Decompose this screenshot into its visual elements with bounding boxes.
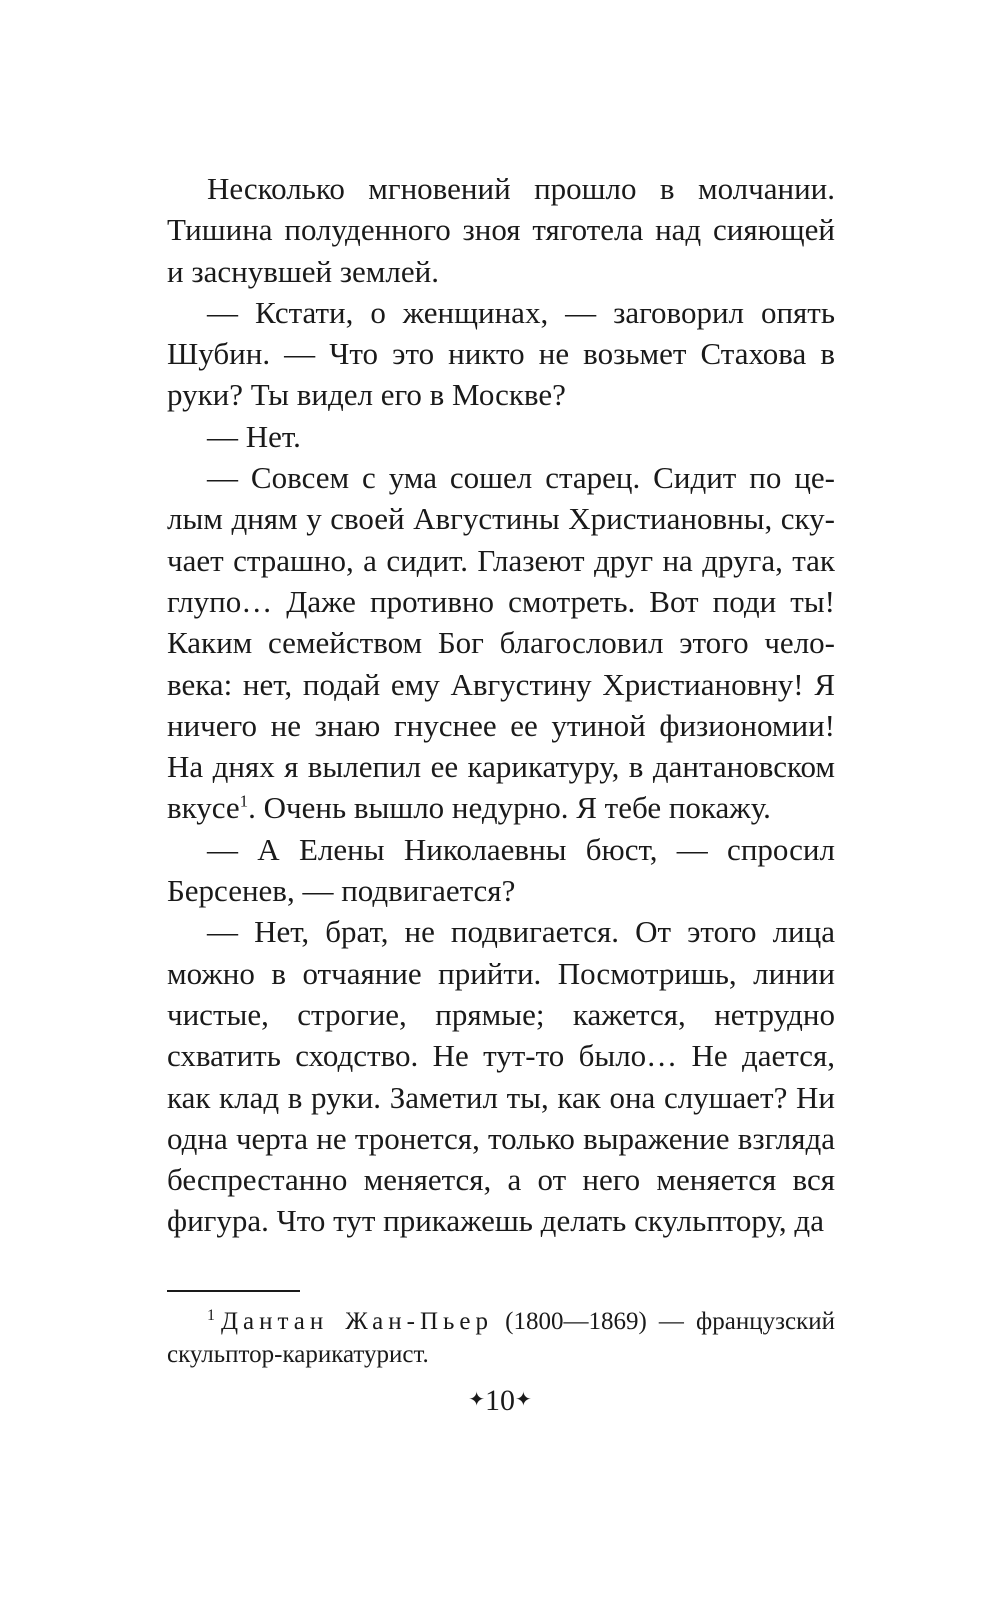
page-body bbox=[167, 168, 835, 1242]
footnote-number: 1 bbox=[207, 1306, 215, 1324]
star-ornament-icon: ✦ bbox=[515, 1389, 532, 1412]
paragraph: — Нет, брат, не подвигается. От этого лица можно в отчаяние прийти. Посмотришь, линии чистые, строгие, прямые; кажется, нетрудно схватить сходство. Не тут-то было… Не дается, как клад в руки. Заметил ты, как она слушает? Ни одна черта не тронется, только выражение взгляда беспрестанно меняется, а от него меняется вся фигура. Что тут прикажешь делать скульптору, да bbox=[167, 914, 835, 1239]
paragraph-text-tail: . Очень вышло недурно. Я тебе покажу. bbox=[248, 790, 771, 826]
paragraph-with-footnote bbox=[167, 457, 835, 829]
footnote-name: Дантан Жан-Пьер bbox=[221, 1308, 493, 1335]
body-text bbox=[167, 168, 835, 1242]
footnote bbox=[167, 1305, 835, 1371]
paragraph: — Кстати, о женщинах, — заговорил опять Шубин. — Что это никто не возьмет Стахова в руки? Ты видел его в Москве? bbox=[167, 294, 835, 413]
paragraph: — Нет. bbox=[207, 418, 301, 454]
paragraph: — А Елены Николаевны бюст, — спросил Берсенев, — подвигается? bbox=[167, 831, 835, 909]
footnote-reference: 1 bbox=[239, 792, 249, 812]
page-number-value: 10 bbox=[485, 1384, 515, 1417]
paragraph-text: — Совсем с ума сошел старец. Сидит по целым дням у своей Августины Христиановны, скучает страшно, а сидит. Глазеют друг на друга, так глупо… Даже противно смотреть. Вот поди ты! Каким семейством Бог благословил этого человека: нет, подай ему Августину Христиановну! Я ничего не знаю гнуснее ее утиной физиономии! На днях я вылепил ее карикатуру, в дантановском вкусе bbox=[167, 460, 835, 826]
paragraph: Несколько мгновений прошло в молчании. Тишина полуденного зноя тяготела над сияющей и заснувшей землей. bbox=[167, 171, 835, 289]
footnote-text: (1800—1869) — французский скульптор-карикатурист. bbox=[167, 1308, 835, 1368]
page-number bbox=[0, 1384, 1000, 1420]
star-ornament-icon: ✦ bbox=[468, 1389, 485, 1412]
footnote-divider bbox=[167, 1290, 300, 1292]
